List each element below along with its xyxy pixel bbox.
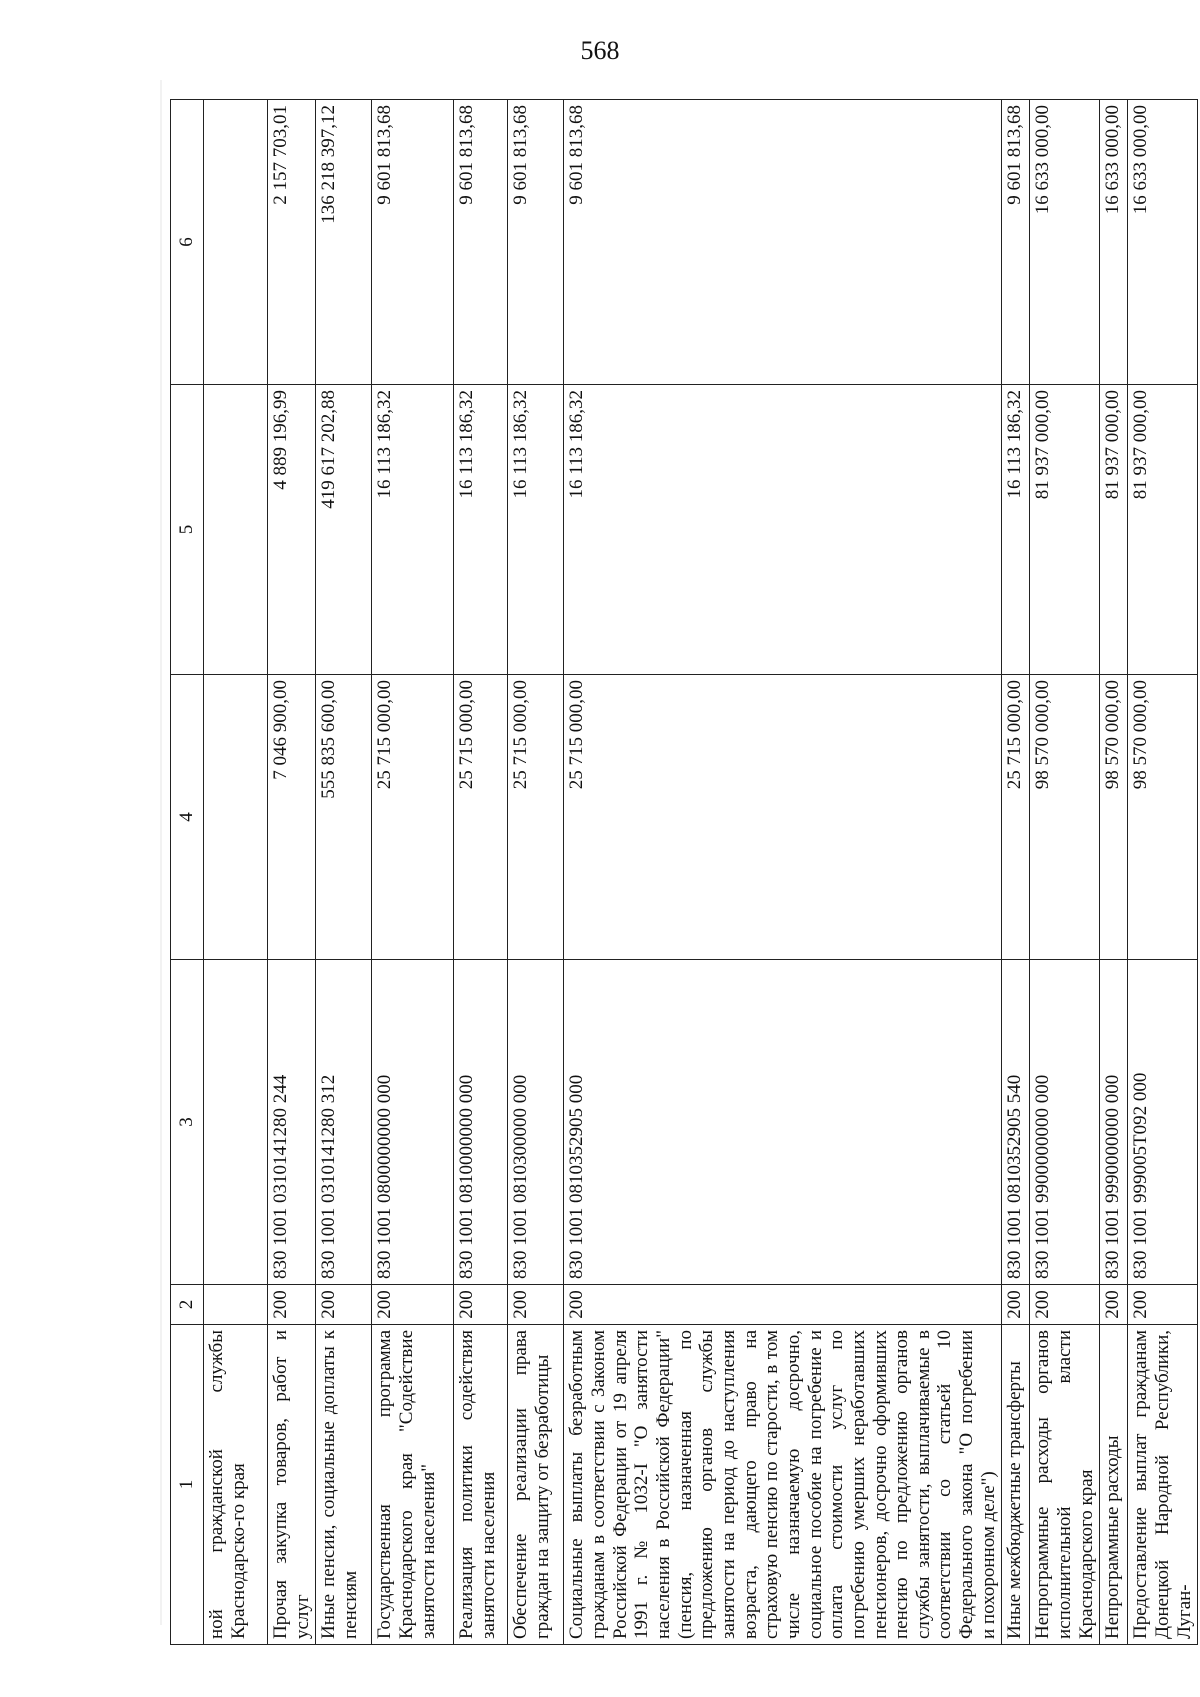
header-cell: 2	[171, 1285, 204, 1325]
row-description: ной гражданской службы Краснодарско-го края	[204, 1325, 268, 1645]
rotated-table-container	[170, 100, 1195, 1645]
row-description: Реализация политики содействия занятости населения	[454, 1325, 508, 1645]
row-value-col6	[204, 100, 268, 385]
row-description: Предоставление выплат гражданам Донецкой Народной Республики, Луган-	[1128, 1325, 1198, 1645]
row-type: 200	[372, 1285, 454, 1325]
row-value-col4: 25 715 000,00	[1002, 675, 1030, 960]
row-description: Прочая закупка товаров, работ и услуг	[268, 1325, 316, 1645]
header-cell: 3	[171, 960, 204, 1285]
row-type: 200	[1128, 1285, 1198, 1325]
row-type: 200	[1100, 1285, 1128, 1325]
row-value-col6: 9 601 813,68	[454, 100, 508, 385]
header-cell: 5	[171, 385, 204, 675]
row-code: 830 1001 0310141280 312	[316, 960, 372, 1285]
page-number: 568	[580, 36, 620, 65]
row-description: Иные пенсии, социальные доплаты к пенсиям	[316, 1325, 372, 1645]
table-row	[454, 100, 508, 1645]
row-code: 830 1001 0810000000 000	[454, 960, 508, 1285]
row-value-col6: 16 633 000,00	[1100, 100, 1128, 385]
row-value-col5: 16 113 186,32	[1002, 385, 1030, 675]
row-value-col5: 16 113 186,32	[564, 385, 1002, 675]
table-row	[204, 100, 268, 1645]
header-cell: 4	[171, 675, 204, 960]
row-value-col6: 9 601 813,68	[508, 100, 564, 385]
row-type	[204, 1285, 268, 1325]
header-cell: 6	[171, 100, 204, 385]
row-value-col5	[204, 385, 268, 675]
table-row	[1030, 100, 1100, 1645]
row-description: Государственная программа Краснодарского края "Содействие занятости населения"	[372, 1325, 454, 1645]
row-value-col4	[204, 675, 268, 960]
row-value-col5: 81 937 000,00	[1030, 385, 1100, 675]
row-description: Непрограммные расходы	[1100, 1325, 1128, 1645]
table-row	[564, 100, 1002, 1645]
table-row	[508, 100, 564, 1645]
table-row	[1100, 100, 1128, 1645]
row-type: 200	[268, 1285, 316, 1325]
table-row	[1128, 100, 1198, 1645]
row-value-col4: 25 715 000,00	[508, 675, 564, 960]
row-value-col6: 16 633 000,00	[1030, 100, 1100, 385]
row-value-col5: 16 113 186,32	[372, 385, 454, 675]
row-code: 830 1001 0810352905 540	[1002, 960, 1030, 1285]
row-code: 830 1001 0800000000 000	[372, 960, 454, 1285]
row-value-col6: 16 633 000,00	[1128, 100, 1198, 385]
row-value-col4: 98 570 000,00	[1030, 675, 1100, 960]
table-row	[1002, 100, 1030, 1645]
row-value-col6: 9 601 813,68	[564, 100, 1002, 385]
row-description: Социальные выплаты безработным гражданам в соответствии с Законом Российской Федерации от 19 апреля 1991 г. № 1032-I "О занятости населения в Российской Федерации" (пенсия, назначенная по предложению органов службы занятости на период до наступления возраста, дающего право на страховую пенсию по старости, в том числе назначаемую досрочно, социальное пособие на погребение и оплата стоимости услуг по погребению умерших неработавших пенсионеров, досрочно оформивших пенсию по предложению органов службы занятости, выплачиваемые в соответствии со статьей 10 Федерального закона "О погребении и похоронном деле")	[564, 1325, 1002, 1645]
row-value-col5: 81 937 000,00	[1128, 385, 1198, 675]
row-value-col4: 98 570 000,00	[1100, 675, 1128, 960]
scan-edge-mark	[160, 80, 162, 1625]
row-value-col6: 2 157 703,01	[268, 100, 316, 385]
row-code: 830 1001 9990000000 000	[1100, 960, 1128, 1285]
row-value-col5: 16 113 186,32	[454, 385, 508, 675]
row-value-col5: 81 937 000,00	[1100, 385, 1128, 675]
row-description: Обеспечение реализации права граждан на защиту от безработицы	[508, 1325, 564, 1645]
table-row	[372, 100, 454, 1645]
row-description: Иные межбюджетные трансферты	[1002, 1325, 1030, 1645]
row-value-col4: 25 715 000,00	[372, 675, 454, 960]
row-value-col6: 9 601 813,68	[1002, 100, 1030, 385]
row-value-col4: 25 715 000,00	[454, 675, 508, 960]
row-value-col4: 98 570 000,00	[1128, 675, 1198, 960]
row-value-col5: 16 113 186,32	[508, 385, 564, 675]
row-code: 830 1001 0810352905 000	[564, 960, 1002, 1285]
row-code: 830 1001 9900000000 000	[1030, 960, 1100, 1285]
row-value-col5: 419 617 202,88	[316, 385, 372, 675]
row-code	[204, 960, 268, 1285]
table-row	[268, 100, 316, 1645]
header-cell: 1	[171, 1325, 204, 1645]
row-value-col4: 25 715 000,00	[564, 675, 1002, 960]
table-row	[316, 100, 372, 1645]
row-description: Непрограммные расходы органов исполнительной власти Краснодарского края	[1030, 1325, 1100, 1645]
row-value-col6: 9 601 813,68	[372, 100, 454, 385]
row-code: 830 1001 0310141280 244	[268, 960, 316, 1285]
row-type: 200	[1002, 1285, 1030, 1325]
row-type: 200	[1030, 1285, 1100, 1325]
row-type: 200	[508, 1285, 564, 1325]
row-value-col6: 136 218 397,12	[316, 100, 372, 385]
row-type: 200	[454, 1285, 508, 1325]
row-type: 200	[564, 1285, 1002, 1325]
row-value-col5: 4 889 196,99	[268, 385, 316, 675]
row-type: 200	[316, 1285, 372, 1325]
row-value-col4: 555 835 600,00	[316, 675, 372, 960]
budget-table	[170, 99, 1198, 1645]
table-header-row	[171, 100, 204, 1645]
row-value-col4: 7 046 900,00	[268, 675, 316, 960]
row-code: 830 1001 999005T092 000	[1128, 960, 1198, 1285]
row-code: 830 1001 0810300000 000	[508, 960, 564, 1285]
